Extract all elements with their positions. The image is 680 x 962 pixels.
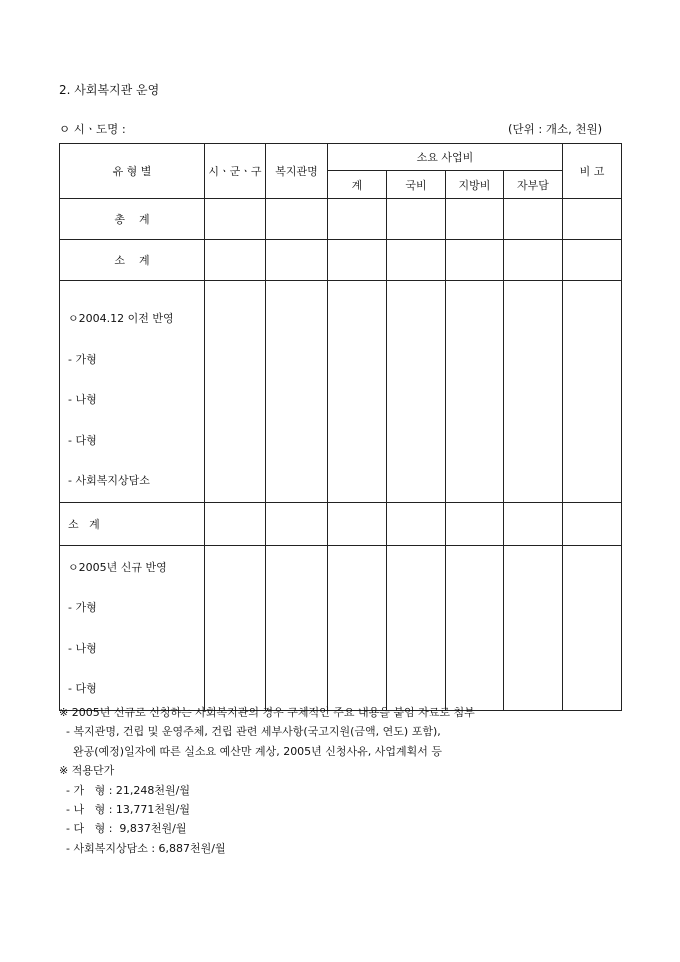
header-remarks: 비 고: [563, 144, 622, 199]
section1-subtotal-label: 소 계: [60, 502, 205, 545]
table-row: [60, 502, 622, 545]
section2-title: ㅇ2005년 신규 반영: [68, 560, 167, 574]
note-line: - 나 형 : 13,771천원/월: [59, 803, 190, 817]
section1-title: ㅇ2004.12 이전 반영: [68, 312, 174, 325]
header-center-name: 복지관명: [266, 144, 328, 199]
note-line: - 다 형 : 9,837천원/월: [59, 822, 187, 836]
header-region: 시ㆍ군ㆍ구: [205, 144, 266, 199]
table-row: [60, 199, 622, 240]
section1-item-counsel: - 사회복지상담소: [68, 474, 150, 487]
header-cost-group: 소요 사업비: [328, 144, 563, 171]
table-row: [60, 545, 622, 710]
header-self: 자부담: [504, 171, 563, 199]
note-line: - 사회복지상담소 : 6,887천원/월: [59, 841, 226, 855]
section2-item-a: - 가형: [68, 601, 97, 614]
section1-item-b: - 나형: [68, 393, 97, 406]
section2-item-b: - 나형: [68, 641, 97, 655]
notes: [59, 703, 475, 858]
grand-total-label: 총 계: [60, 199, 205, 240]
budget-table: [59, 143, 622, 711]
table-row: [60, 281, 622, 503]
section1-item-c: - 다형: [68, 433, 97, 447]
subtotal-label: 소 계: [60, 240, 205, 281]
unit-label: (단위 : 개소, 천원): [508, 122, 603, 136]
section-heading: 2. 사회복지관 운영: [59, 83, 160, 97]
section2-item-c: - 다형: [68, 682, 97, 695]
header-national: 국비: [387, 171, 446, 199]
section1-item-a: - 가형: [68, 352, 97, 366]
note-line: 완공(예정)일자에 따른 실소요 예산만 계상, 2005년 신청사유, 사업계획서 등: [59, 744, 443, 758]
header-type: 유 형 별: [60, 144, 205, 199]
table-row: [60, 240, 622, 281]
header-total: 계: [328, 171, 387, 199]
header-local: 지방비: [446, 171, 504, 199]
note-line: ※ 2005년 신규로 신청하는 사회복지관의 경우 구체적인 주요 내용을 붙임 자료로 첨부: [59, 706, 475, 719]
note-line: - 복지관명, 건립 및 운영주체, 건립 관련 세부사항(국고지원(금액, 연도) 포함),: [59, 725, 441, 739]
note-line: - 가 형 : 21,248천원/월: [59, 783, 190, 797]
note-line: ※ 적용단가: [59, 764, 115, 778]
province-label: ㅇ 시ㆍ도명 :: [59, 122, 126, 136]
